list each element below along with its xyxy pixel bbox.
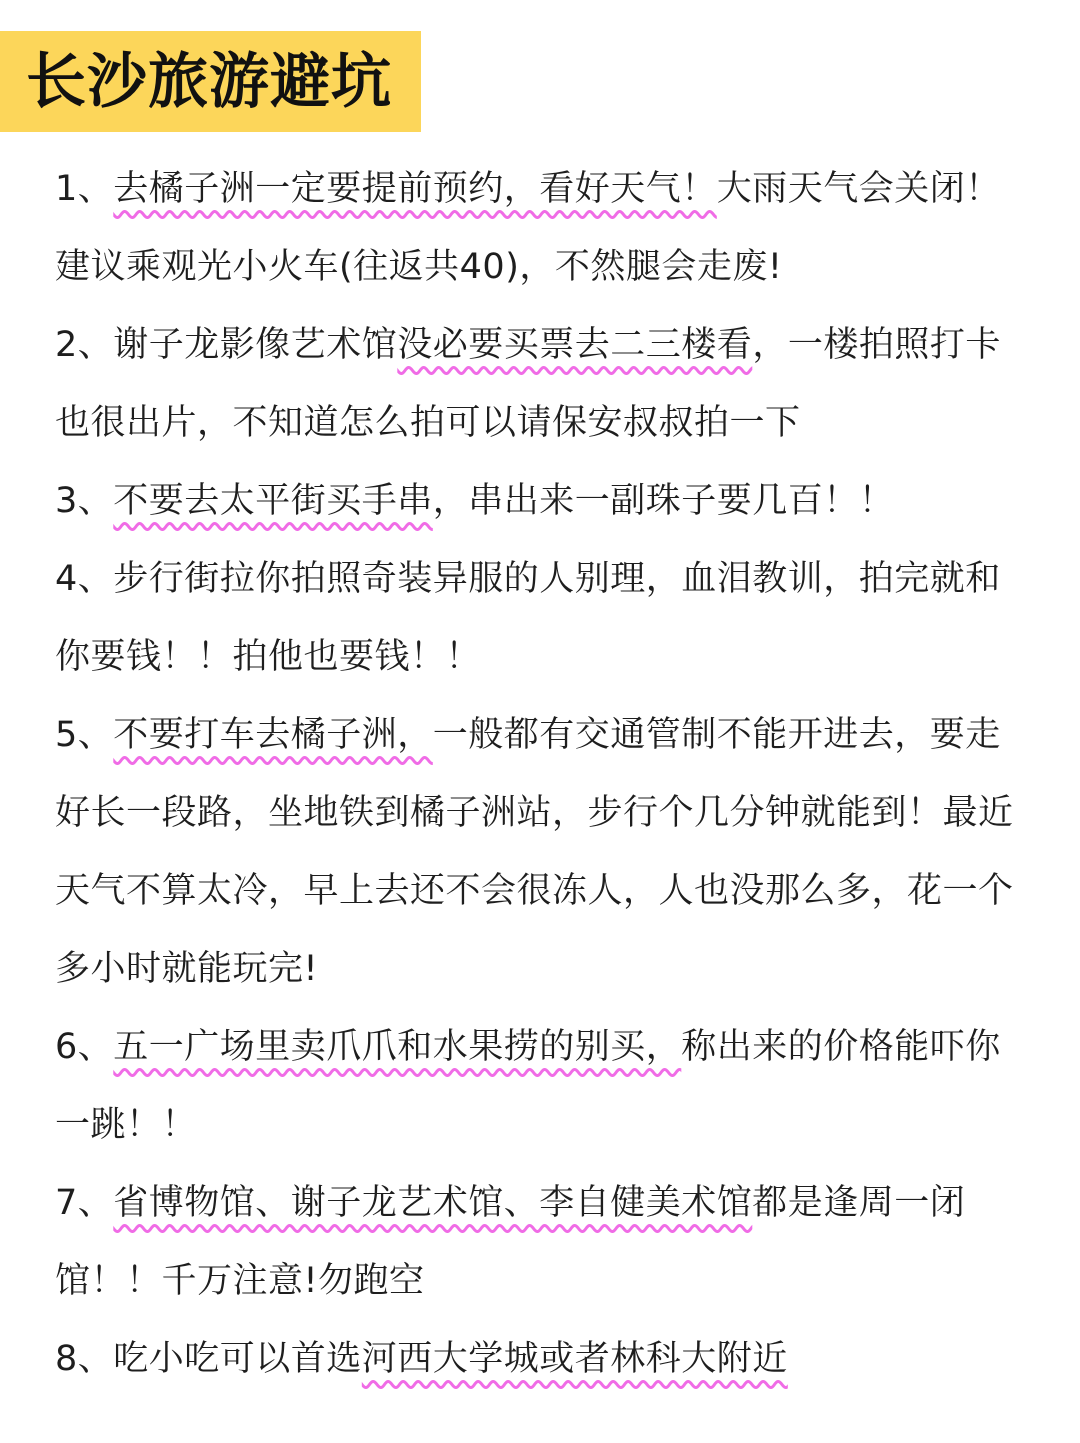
tip-3 (55, 462, 1020, 540)
tip-6 (55, 1008, 1020, 1164)
tip-number: 8、 (55, 1339, 114, 1379)
tip-2 (55, 306, 1020, 462)
title-banner (0, 31, 421, 132)
tip-1 (55, 150, 1020, 306)
tip-text: 吃小吃可以首选 (113, 1339, 362, 1379)
tip-number: 1、 (55, 169, 114, 209)
tip-highlight: 不要打车去橘子洲， (113, 715, 433, 755)
tip-4 (55, 540, 1020, 696)
tip-text: 步行街拉你拍照奇装异服的人别理，血泪教训，拍完就和你要钱！！拍他也要钱！！ (55, 559, 1001, 677)
tip-text: ，串出来一副珠子要几百！！ (432, 481, 895, 521)
tip-number: 7、 (55, 1183, 114, 1223)
tip-number: 5、 (55, 715, 114, 755)
tip-text: 一般都有交通管制不能开进去，要走好长一段路，坐地铁到橘子洲站，步行个几分钟就能到！最近天气不算太冷，早上去还不会很冻人，人也没那么多，花一个多小时就能玩完! (55, 715, 1014, 989)
tip-5 (55, 696, 1020, 1008)
tip-text: ，一楼拍照打卡也很出片，不知道怎么拍可以请保安叔叔拍一下 (55, 325, 1001, 443)
tip-highlight: 不要去太平街买手串 (113, 481, 433, 521)
tip-highlight: 去橘子洲一定要提前预约，看好天气！ (113, 169, 717, 209)
tip-number: 6、 (55, 1027, 114, 1067)
tips-list (55, 150, 1020, 1398)
tip-7 (55, 1164, 1020, 1320)
page-title: 长沙旅游避坑 (26, 46, 392, 117)
tip-text: 大雨天气会关闭！建议乘观光小火车(往返共40)，不然腿会走废! (55, 169, 1001, 287)
tip-highlight: 没必要买票去二三楼看 (397, 325, 753, 365)
tip-highlight: 河西大学城或者林科大附近 (361, 1339, 788, 1379)
tip-number: 4、 (55, 559, 114, 599)
tip-text: 都是逢周一闭馆！！千万注意!勿跑空 (55, 1183, 966, 1301)
tip-text: 谢子龙影像艺术馆 (113, 325, 398, 365)
tip-8 (55, 1320, 1020, 1398)
tip-text: 称出来的价格能吓你一跳！！ (55, 1027, 1001, 1145)
tip-highlight: 五一广场里卖爪爪和水果捞的别买， (113, 1027, 682, 1067)
tip-number: 2、 (55, 325, 114, 365)
tip-number: 3、 (55, 481, 114, 521)
tip-highlight: 省博物馆、谢子龙艺术馆、李自健美术馆 (113, 1183, 753, 1223)
